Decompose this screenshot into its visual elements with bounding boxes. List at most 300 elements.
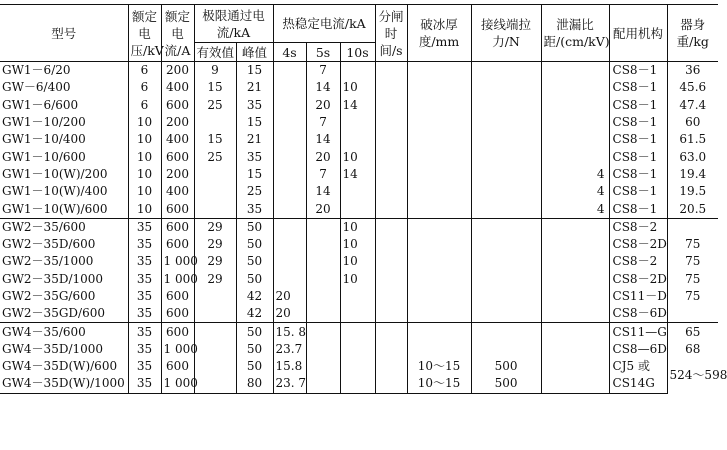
- cell-model: GW4－35D/1000: [2, 341, 104, 356]
- cell-5s: 14: [306, 131, 340, 148]
- cell-voltage: 35: [128, 218, 161, 236]
- cell-5s: 7: [306, 114, 340, 131]
- cell-mechanism: CS8－6D: [609, 305, 667, 323]
- cell-model: GW1－10(W)/200: [2, 166, 108, 181]
- cell-effective: [194, 200, 236, 218]
- cell-mechanism: CS8－1: [609, 79, 667, 96]
- cell-leakage: 4: [541, 200, 609, 218]
- cell-current: 200: [161, 114, 194, 131]
- table-row: [0, 253, 718, 270]
- table-header: [0, 5, 718, 62]
- cell-current: 400: [161, 79, 194, 96]
- cell-5s: 7: [306, 166, 340, 183]
- table-row: [0, 288, 718, 305]
- col-header-10s: 10s: [340, 43, 375, 62]
- cell-current: 600: [161, 97, 194, 114]
- cell-10s: [340, 114, 375, 131]
- table-row: [0, 166, 718, 183]
- cell-break-time: [375, 358, 407, 375]
- cell-mechanism: CS8－1: [609, 200, 667, 218]
- cell-effective: [194, 114, 236, 131]
- cell-pull: [471, 79, 541, 96]
- cell-pull: [471, 148, 541, 165]
- cell-break-time: [375, 200, 407, 218]
- cell-10s: 10: [340, 218, 375, 236]
- cell-4s: [273, 218, 306, 236]
- cell-ice: [407, 200, 471, 218]
- table-row: [0, 323, 718, 341]
- cell-leakage: [541, 253, 609, 270]
- table-row: [0, 97, 718, 114]
- table-row: [0, 114, 718, 131]
- cell-mechanism: CS8—6D: [609, 341, 667, 358]
- cell-pull: [471, 114, 541, 131]
- table-row: [0, 375, 718, 393]
- cell-5s: [306, 375, 340, 393]
- cell-10s: [340, 323, 375, 341]
- cell-ice: [407, 183, 471, 200]
- cell-5s: 20: [306, 97, 340, 114]
- cell-ice: [407, 114, 471, 131]
- cell-effective: 9: [194, 62, 236, 80]
- cell-model: GW2－35D/600: [2, 237, 96, 252]
- cell-effective: [194, 166, 236, 183]
- col-header-ice-thickness: 破冰厚度/mm: [407, 5, 471, 62]
- cell-leakage: [541, 236, 609, 253]
- col-header-current: 额定电流/A: [161, 5, 194, 62]
- cell-current: 600: [161, 288, 194, 305]
- table-row: [0, 358, 718, 375]
- table-row: [0, 305, 718, 323]
- col-header-weight: 器身重/kg: [667, 5, 718, 62]
- cell-model: GW1－6/20: [2, 63, 71, 78]
- cell-pull: [471, 97, 541, 114]
- table-row: [0, 341, 718, 358]
- cell-model: GW4－35D(W)/1000: [0, 375, 128, 393]
- cell-weight: 75: [667, 236, 718, 253]
- cell-pull: [471, 166, 541, 183]
- cell-weight: 20.5: [667, 200, 718, 218]
- cell-voltage: 35: [128, 271, 161, 288]
- cell-10s: 10: [340, 236, 375, 253]
- cell-10s: [340, 358, 375, 375]
- cell-5s: [306, 253, 340, 270]
- cell-peak: 50: [236, 271, 273, 288]
- cell-weight: [667, 218, 718, 236]
- cell-peak: 42: [236, 305, 273, 323]
- cell-4s: 23.7: [273, 341, 306, 358]
- cell-leakage: [541, 114, 609, 131]
- cell-break-time: [375, 166, 407, 183]
- cell-weight: 45.6: [667, 79, 718, 96]
- cell-peak: 42: [236, 288, 273, 305]
- cell-mechanism: CS11－D: [609, 288, 667, 305]
- col-header-break-time: 分闸时间/s: [375, 5, 407, 62]
- cell-ice: [407, 218, 471, 236]
- cell-current: 1 000: [161, 375, 194, 393]
- col-header-terminal-pull: 接线端拉力/N: [471, 5, 541, 62]
- cell-break-time: [375, 148, 407, 165]
- table-row: [0, 148, 718, 165]
- cell-10s: [340, 305, 375, 323]
- cell-leakage: 4: [541, 183, 609, 200]
- cell-voltage: 35: [128, 375, 161, 393]
- cell-leakage: [541, 375, 609, 393]
- cell-leakage: 4: [541, 166, 609, 183]
- cell-pull: [471, 253, 541, 270]
- cell-10s: 14: [340, 166, 375, 183]
- cell-10s: [340, 200, 375, 218]
- cell-peak: 50: [236, 358, 273, 375]
- cell-model: GW2－35/1000: [2, 254, 94, 269]
- cell-10s: 10: [340, 148, 375, 165]
- cell-4s: [273, 62, 306, 80]
- cell-peak: 80: [236, 375, 273, 393]
- cell-model: GW1－10/200: [2, 115, 86, 130]
- cell-ice: [407, 148, 471, 165]
- cell-peak: 50: [236, 236, 273, 253]
- cell-break-time: [375, 271, 407, 288]
- cell-5s: 14: [306, 79, 340, 96]
- cell-peak: 35: [236, 148, 273, 165]
- cell-leakage: [541, 271, 609, 288]
- cell-model: GW－6/400: [2, 80, 71, 95]
- cell-5s: [306, 288, 340, 305]
- table-row: [0, 200, 718, 218]
- cell-model: GW2－35D/1000: [2, 271, 104, 286]
- cell-model: GW2－35/600: [0, 218, 128, 236]
- cell-5s: [306, 323, 340, 341]
- cell-leakage: [541, 341, 609, 358]
- col-header-leakage-distance: 泄漏比距/(cm/kV): [541, 5, 609, 62]
- cell-5s: [306, 218, 340, 236]
- cell-4s: [273, 148, 306, 165]
- cell-4s: 15. 8: [273, 323, 306, 341]
- cell-5s: [306, 305, 340, 323]
- cell-pull: [471, 305, 541, 323]
- cell-model: GW1－6/600: [2, 97, 79, 112]
- cell-voltage: 6: [128, 97, 161, 114]
- cell-5s: [306, 271, 340, 288]
- cell-mechanism: CS8－1: [609, 183, 667, 200]
- cell-effective: 29: [194, 218, 236, 236]
- cell-mechanism: CJ5 或: [609, 358, 667, 375]
- cell-mechanism: CS8－2D: [609, 271, 667, 288]
- table-row: [0, 62, 718, 80]
- cell-peak: 25: [236, 183, 273, 200]
- cell-ice: [407, 323, 471, 341]
- cell-5s: 20: [306, 200, 340, 218]
- table-row: [0, 218, 718, 236]
- cell-peak: 50: [236, 341, 273, 358]
- table-row: [0, 183, 718, 200]
- cell-model: GW1－10(W)/400: [2, 184, 108, 199]
- table-body: [0, 62, 727, 394]
- cell-pull: [471, 200, 541, 218]
- cell-voltage: 35: [128, 305, 161, 323]
- cell-weight: 63.0: [667, 148, 718, 165]
- col-header-5s: 5s: [306, 43, 340, 62]
- cell-mechanism: CS8－1: [609, 97, 667, 114]
- table-row: [0, 79, 718, 96]
- cell-mechanism: CS8－2D: [609, 236, 667, 253]
- cell-current: 600: [161, 323, 194, 341]
- cell-4s: 20: [273, 305, 306, 323]
- cell-break-time: [375, 97, 407, 114]
- cell-model: GW4－35/600: [0, 323, 128, 341]
- cell-10s: 10: [340, 79, 375, 96]
- cell-leakage: [541, 358, 609, 375]
- cell-model: GW1－10/400: [2, 132, 86, 147]
- cell-5s: 7: [306, 62, 340, 80]
- cell-mechanism: CS8－2: [609, 253, 667, 270]
- cell-break-time: [375, 236, 407, 253]
- cell-weight: 19.4: [667, 166, 718, 183]
- cell-voltage: 35: [128, 358, 161, 375]
- cell-voltage: 10: [128, 200, 161, 218]
- cell-ice: [407, 166, 471, 183]
- cell-ice: [407, 288, 471, 305]
- col-header-peak: 峰值: [236, 43, 273, 62]
- cell-10s: [340, 183, 375, 200]
- cell-5s: 20: [306, 148, 340, 165]
- cell-voltage: 35: [128, 323, 161, 341]
- cell-break-time: [375, 288, 407, 305]
- cell-weight: 19.5: [667, 183, 718, 200]
- cell-weight-merged: 524～598: [667, 358, 718, 393]
- cell-4s: 15.8: [273, 358, 306, 375]
- cell-mechanism: CS8－1: [609, 131, 667, 148]
- cell-effective: 29: [194, 271, 236, 288]
- cell-4s: [273, 97, 306, 114]
- cell-pull: [471, 341, 541, 358]
- cell-weight: 68: [667, 341, 718, 358]
- cell-effective: 29: [194, 236, 236, 253]
- cell-effective: 29: [194, 253, 236, 270]
- cell-effective: [194, 358, 236, 375]
- cell-model: GW2－35GD/600: [2, 306, 105, 321]
- cell-10s: [340, 62, 375, 80]
- cell-peak: 21: [236, 79, 273, 96]
- cell-weight: 75: [667, 253, 718, 270]
- col-header-mechanism: 配用机构: [609, 5, 667, 62]
- cell-10s: [340, 375, 375, 393]
- cell-peak: 15: [236, 62, 273, 80]
- cell-pull: 500: [471, 375, 541, 393]
- cell-mechanism: CS14G: [609, 375, 667, 393]
- cell-pull: [471, 183, 541, 200]
- cell-voltage: 35: [128, 253, 161, 270]
- cell-effective: [194, 288, 236, 305]
- cell-peak: 15: [236, 166, 273, 183]
- cell-4s: 23. 7: [273, 375, 306, 393]
- cell-mechanism: CS8－1: [609, 114, 667, 131]
- cell-weight: 36: [667, 62, 718, 80]
- cell-voltage: 6: [128, 62, 161, 80]
- cell-break-time: [375, 323, 407, 341]
- cell-weight: 75: [667, 271, 718, 288]
- cell-pull: [471, 62, 541, 80]
- cell-current: 600: [161, 148, 194, 165]
- cell-5s: [306, 341, 340, 358]
- cell-break-time: [375, 62, 407, 80]
- switch-spec-table: [0, 4, 727, 394]
- cell-ice: [407, 236, 471, 253]
- cell-leakage: [541, 131, 609, 148]
- cell-model: GW4－35D(W)/600: [2, 359, 118, 374]
- cell-pull: 500: [471, 358, 541, 375]
- cell-voltage: 10: [128, 166, 161, 183]
- cell-5s: [306, 236, 340, 253]
- cell-peak: 15: [236, 114, 273, 131]
- cell-weight: 65: [667, 323, 718, 341]
- cell-leakage: [541, 288, 609, 305]
- cell-ice: [407, 79, 471, 96]
- cell-voltage: 35: [128, 288, 161, 305]
- cell-leakage: [541, 79, 609, 96]
- cell-10s: 14: [340, 97, 375, 114]
- cell-pull: [471, 288, 541, 305]
- cell-mechanism: CS8－1: [609, 148, 667, 165]
- cell-voltage: 10: [128, 131, 161, 148]
- col-header-limit-current: 极限通过电流/kA: [194, 5, 273, 43]
- cell-mechanism: CS11—G: [609, 323, 667, 341]
- cell-ice: [407, 131, 471, 148]
- cell-current: 200: [161, 62, 194, 80]
- cell-4s: [273, 236, 306, 253]
- cell-current: 600: [161, 358, 194, 375]
- cell-current: 200: [161, 166, 194, 183]
- cell-ice: [407, 97, 471, 114]
- cell-effective: 25: [194, 148, 236, 165]
- cell-leakage: [541, 218, 609, 236]
- cell-effective: 15: [194, 79, 236, 96]
- cell-4s: [273, 166, 306, 183]
- cell-effective: [194, 305, 236, 323]
- cell-10s: [340, 131, 375, 148]
- cell-mechanism: CS8－1: [609, 62, 667, 80]
- cell-effective: 15: [194, 131, 236, 148]
- cell-current: 400: [161, 131, 194, 148]
- cell-4s: [273, 271, 306, 288]
- cell-mechanism: CS8－1: [609, 166, 667, 183]
- cell-break-time: [375, 114, 407, 131]
- cell-break-time: [375, 305, 407, 323]
- cell-peak: 50: [236, 218, 273, 236]
- cell-break-time: [375, 79, 407, 96]
- cell-4s: [273, 200, 306, 218]
- cell-4s: [273, 114, 306, 131]
- cell-10s: [340, 288, 375, 305]
- cell-break-time: [375, 131, 407, 148]
- cell-weight: 61.5: [667, 131, 718, 148]
- cell-peak: 35: [236, 200, 273, 218]
- cell-ice: [407, 271, 471, 288]
- cell-10s: 10: [340, 271, 375, 288]
- cell-effective: [194, 183, 236, 200]
- col-header-4s: 4s: [273, 43, 306, 62]
- cell-leakage: [541, 323, 609, 341]
- col-header-model: 型号: [51, 25, 77, 41]
- cell-voltage: 35: [128, 236, 161, 253]
- cell-weight: 60: [667, 114, 718, 131]
- cell-4s: [273, 253, 306, 270]
- cell-leakage: [541, 97, 609, 114]
- cell-peak: 50: [236, 253, 273, 270]
- cell-pull: [471, 271, 541, 288]
- cell-current: 400: [161, 183, 194, 200]
- cell-current: 1 000: [161, 341, 194, 358]
- cell-peak: 50: [236, 323, 273, 341]
- cell-5s: [306, 358, 340, 375]
- table-row: [0, 236, 718, 253]
- cell-leakage: [541, 62, 609, 80]
- cell-5s: 14: [306, 183, 340, 200]
- cell-ice: [407, 62, 471, 80]
- cell-4s: [273, 183, 306, 200]
- cell-ice: [407, 305, 471, 323]
- cell-mechanism: CS8－2: [609, 218, 667, 236]
- cell-current: 600: [161, 305, 194, 323]
- cell-model: GW1－10/600: [2, 149, 86, 164]
- cell-voltage: 6: [128, 79, 161, 96]
- cell-effective: [194, 341, 236, 358]
- cell-weight: 75: [667, 288, 718, 305]
- cell-current: 1 000: [161, 253, 194, 270]
- cell-break-time: [375, 183, 407, 200]
- cell-4s: 20: [273, 288, 306, 305]
- cell-ice: 10～15: [407, 375, 471, 393]
- col-header-effective: 有效值: [194, 43, 236, 62]
- cell-break-time: [375, 375, 407, 393]
- cell-pull: [471, 236, 541, 253]
- cell-leakage: [541, 305, 609, 323]
- cell-effective: [194, 375, 236, 393]
- cell-pull: [471, 131, 541, 148]
- cell-voltage: 10: [128, 148, 161, 165]
- cell-break-time: [375, 253, 407, 270]
- cell-peak: 21: [236, 131, 273, 148]
- cell-current: 1 000: [161, 271, 194, 288]
- cell-voltage: 10: [128, 114, 161, 131]
- cell-4s: [273, 131, 306, 148]
- cell-10s: 10: [340, 253, 375, 270]
- cell-break-time: [375, 341, 407, 358]
- cell-ice: 10～15: [407, 358, 471, 375]
- cell-pull: [471, 323, 541, 341]
- cell-weight: 47.4: [667, 97, 718, 114]
- cell-voltage: 10: [128, 183, 161, 200]
- table-row: [0, 271, 718, 288]
- cell-effective: 25: [194, 97, 236, 114]
- cell-pull: [471, 218, 541, 236]
- cell-ice: [407, 341, 471, 358]
- col-header-thermal-current: 热稳定电流/kA: [273, 5, 375, 43]
- col-header-voltage: 额定电压/kV: [128, 5, 161, 62]
- cell-model: GW2－35G/600: [2, 289, 96, 303]
- cell-current: 600: [161, 236, 194, 253]
- cell-current: 600: [161, 218, 194, 236]
- cell-voltage: 35: [128, 341, 161, 358]
- cell-effective: [194, 323, 236, 341]
- cell-10s: [340, 341, 375, 358]
- cell-current: 600: [161, 200, 194, 218]
- cell-ice: [407, 253, 471, 270]
- cell-weight: [667, 305, 718, 323]
- table-row: [0, 131, 718, 148]
- cell-peak: 35: [236, 97, 273, 114]
- cell-break-time: [375, 218, 407, 236]
